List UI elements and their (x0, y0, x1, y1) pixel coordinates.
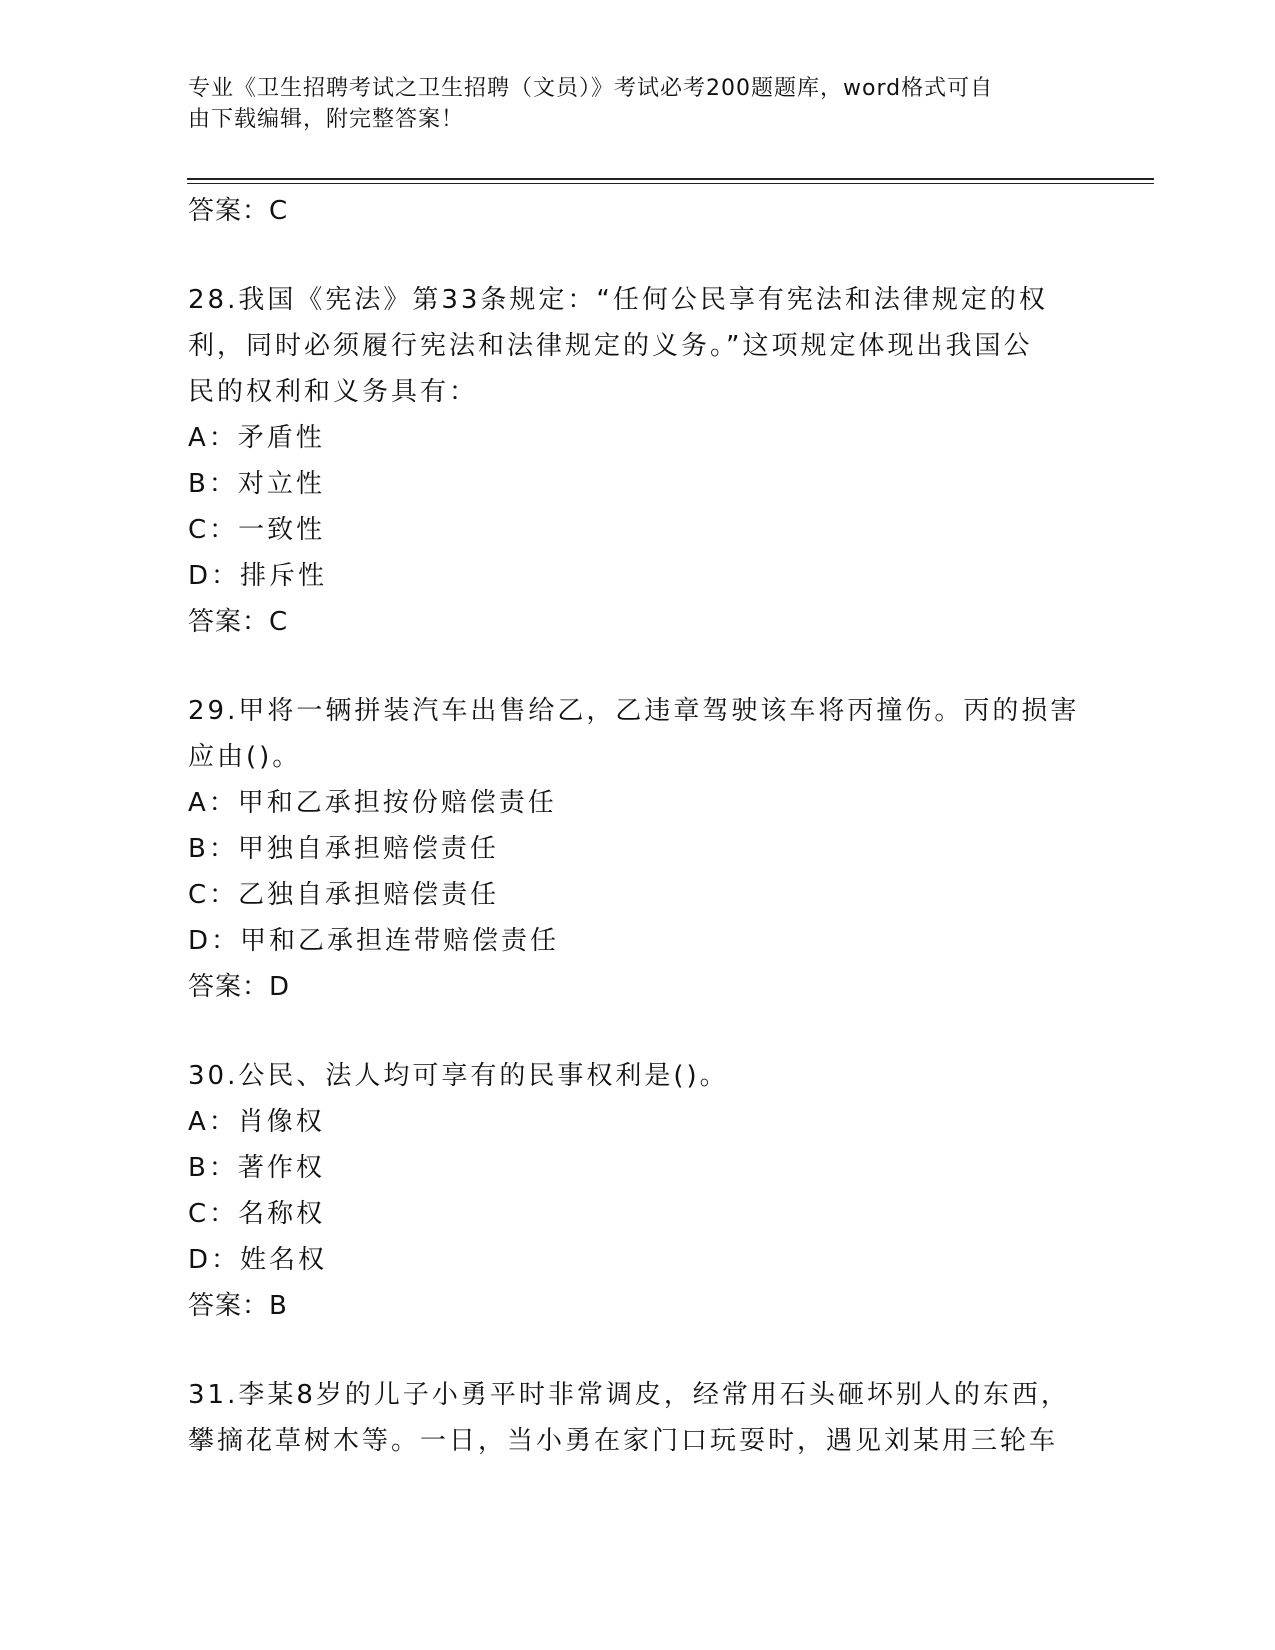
question-29 (188, 688, 1088, 1010)
question-text-line: 30.公民、法人均可享有的民事权利是()。 (188, 1061, 729, 1091)
question-text-line: 28.我国《宪法》第33条规定：“任何公民享有宪法和法律规定的权 (188, 285, 1048, 315)
option-d: D：姓名权 (188, 1245, 328, 1275)
answer-line: 答案：C (188, 196, 289, 226)
spacer (188, 645, 1088, 688)
question-text-line: 攀摘花草树木等。一日，当小勇在家门口玩耍时，遇见刘某用三轮车 (188, 1426, 1059, 1456)
option-a: A：肖像权 (188, 1107, 325, 1137)
option-c: C：一致性 (188, 515, 326, 545)
answer-line: 答案：C (188, 607, 289, 637)
option-d: D：排斥性 (188, 561, 328, 591)
header-line-1: 专业《卫生招聘考试之卫生招聘（文员）》考试必考200题题库，word格式可自 (188, 76, 994, 101)
answer-line: 答案：D (188, 972, 291, 1002)
option-c: C：乙独自承担赔偿责任 (188, 880, 500, 910)
header-line-2: 由下载编辑，附完整答案！ (188, 107, 465, 132)
spacer (188, 1329, 1088, 1372)
question-30 (188, 1053, 1088, 1329)
option-a: A：甲和乙承担按份赔偿责任 (188, 788, 557, 818)
question-28 (188, 277, 1088, 645)
question-content (188, 188, 1088, 1464)
header-rule-thick (187, 178, 1154, 180)
option-b: B：著作权 (188, 1153, 325, 1183)
option-a: A：矛盾性 (188, 423, 325, 453)
option-c: C：名称权 (188, 1199, 326, 1229)
page-header (188, 73, 1068, 135)
question-text-line: 29.甲将一辆拼装汽车出售给乙，乙违章驾驶该车将丙撞伤。丙的损害 (188, 696, 1080, 726)
question-text-line: 民的权利和义务具有： (188, 377, 479, 407)
answer-line: 答案：B (188, 1291, 288, 1321)
option-d: D：甲和乙承担连带赔偿责任 (188, 926, 560, 956)
option-b: B：甲独自承担赔偿责任 (188, 834, 499, 864)
question-text-line: 利，同时必须履行宪法和法律规定的义务。”这项规定体现出我国公 (188, 331, 1033, 361)
question-text-line: 应由()。 (188, 742, 302, 772)
question-31 (188, 1372, 1088, 1464)
spacer (188, 1010, 1088, 1053)
spacer (188, 234, 1088, 277)
option-b: B：对立性 (188, 469, 325, 499)
header-rule-thin (187, 183, 1154, 184)
question-text-line: 31.李某8岁的儿子小勇平时非常调皮，经常用石头砸坏别人的东西， (188, 1380, 1070, 1410)
